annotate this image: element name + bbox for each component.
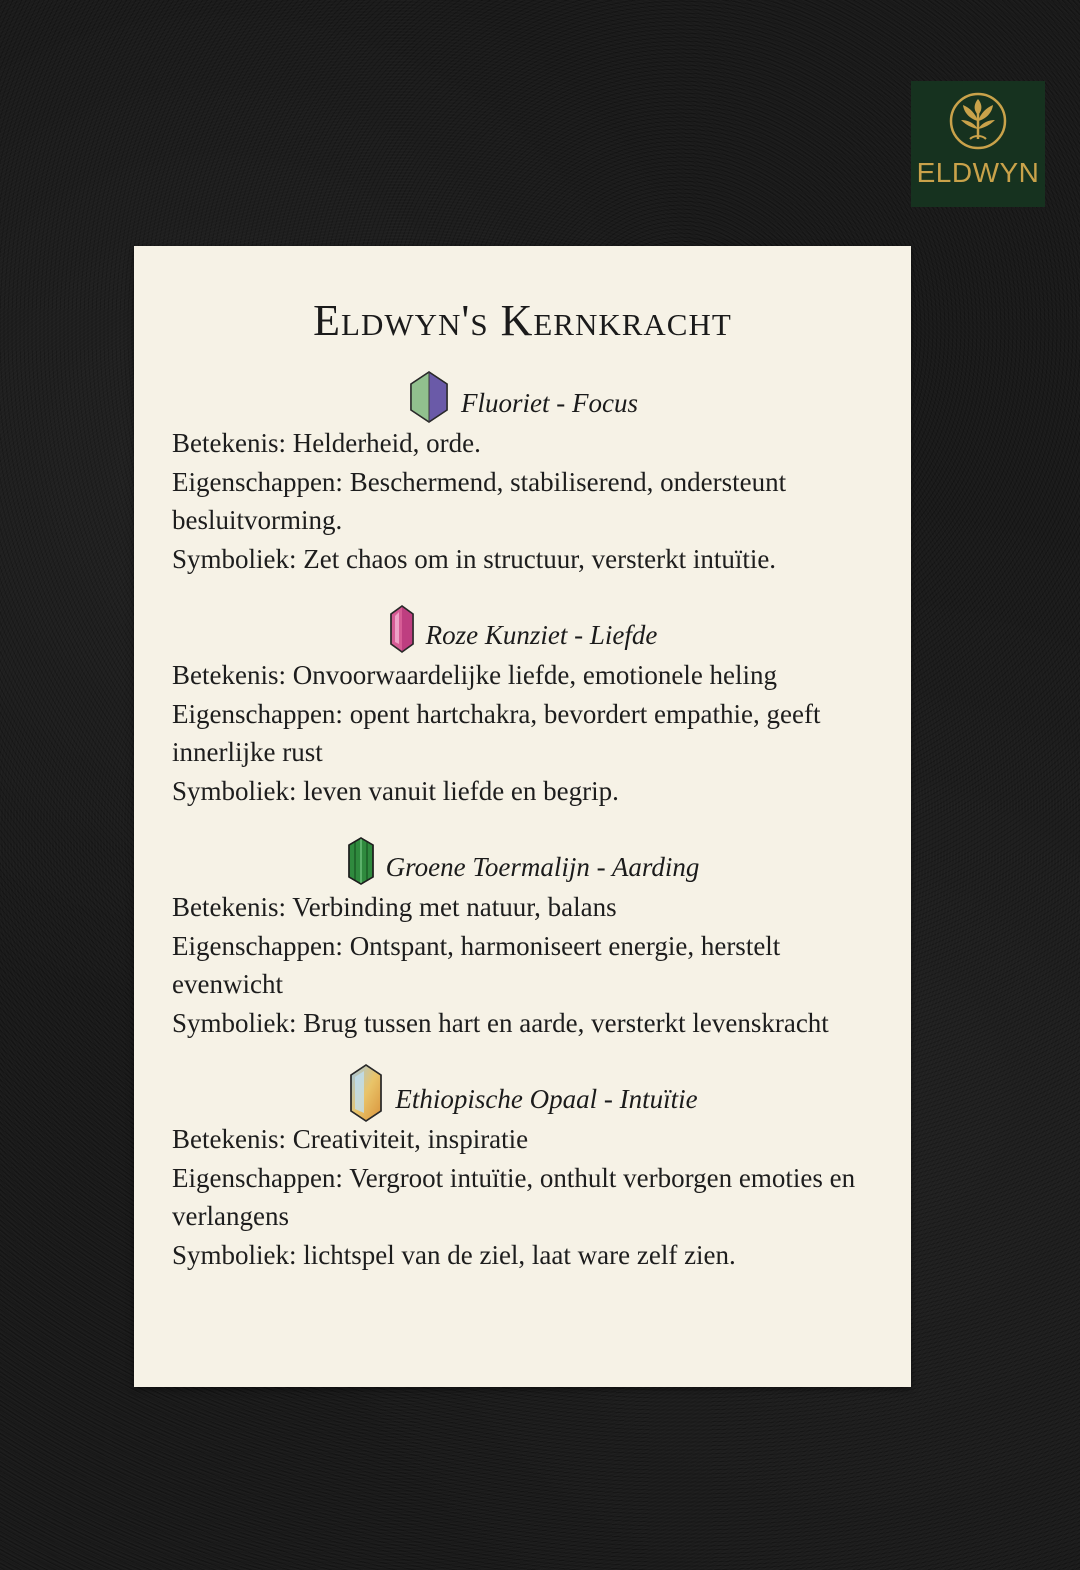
card-title: Eldwyn's Kernkracht bbox=[313, 296, 732, 345]
info-card bbox=[134, 246, 911, 1387]
stone-heading bbox=[172, 602, 873, 656]
tourmaline-crystal-icon bbox=[346, 836, 376, 886]
opal-crystal-icon bbox=[347, 1063, 385, 1123]
eldwyn-logo bbox=[911, 81, 1045, 207]
stone-name: Groene Toermalijn - Aarding bbox=[385, 851, 700, 882]
stone-betekenis: Betekenis: Creativiteit, inspiratie bbox=[172, 1124, 529, 1154]
stone-betekenis: Betekenis: Helderheid, orde. bbox=[172, 428, 481, 458]
stone-eigenschappen: Eigenschappen: opent hartchakra, bevordert empathie, geeft innerlijke rust bbox=[172, 698, 821, 767]
stone-heading bbox=[172, 370, 873, 424]
stone-heading bbox=[172, 1066, 873, 1120]
stone-description bbox=[172, 1120, 873, 1274]
stone-symboliek: Symboliek: Brug tussen hart en aarde, versterkt levenskracht bbox=[172, 1007, 829, 1038]
stone-eigenschappen: Eigenschappen: Vergroot intuïtie, onthult verborgen emoties en verlangens bbox=[172, 1162, 856, 1231]
stone-section-toermalijn bbox=[172, 834, 873, 1042]
stone-eigenschappen: Eigenschappen: Beschermend, stabiliserend, ondersteunt besluitvorming. bbox=[172, 466, 787, 535]
stone-description bbox=[172, 424, 873, 578]
stone-name: Roze Kunziet - Liefde bbox=[425, 619, 658, 650]
logo-wordmark: ELDWYN bbox=[916, 157, 1040, 188]
stone-name: Fluoriet - Focus bbox=[461, 387, 638, 418]
stone-betekenis: Betekenis: Onvoorwaardelijke liefde, emotionele heling bbox=[172, 660, 778, 690]
tree-of-life-icon bbox=[948, 91, 1008, 151]
kunzite-crystal-icon bbox=[388, 604, 416, 654]
stone-heading bbox=[172, 834, 873, 888]
stone-name: Ethiopische Opaal - Intuïtie bbox=[395, 1083, 698, 1114]
stone-betekenis: Betekenis: Verbinding met natuur, balans bbox=[172, 892, 617, 922]
stone-symboliek: Symboliek: leven vanuit liefde en begrip. bbox=[172, 775, 619, 806]
stone-description bbox=[172, 888, 873, 1042]
stone-symboliek: Symboliek: Zet chaos om in structuur, versterkt intuïtie. bbox=[172, 543, 777, 574]
stone-eigenschappen: Eigenschappen: Ontspant, harmoniseert energie, herstelt evenwicht bbox=[172, 930, 781, 999]
stone-symboliek: Symboliek: lichtspel van de ziel, laat ware zelf zien. bbox=[172, 1239, 736, 1270]
stone-section-kunziet bbox=[172, 602, 873, 810]
fluorite-crystal-icon bbox=[407, 370, 451, 424]
stone-section-opaal bbox=[172, 1066, 873, 1274]
stone-description bbox=[172, 656, 873, 810]
stone-section-fluoriet bbox=[172, 370, 873, 578]
